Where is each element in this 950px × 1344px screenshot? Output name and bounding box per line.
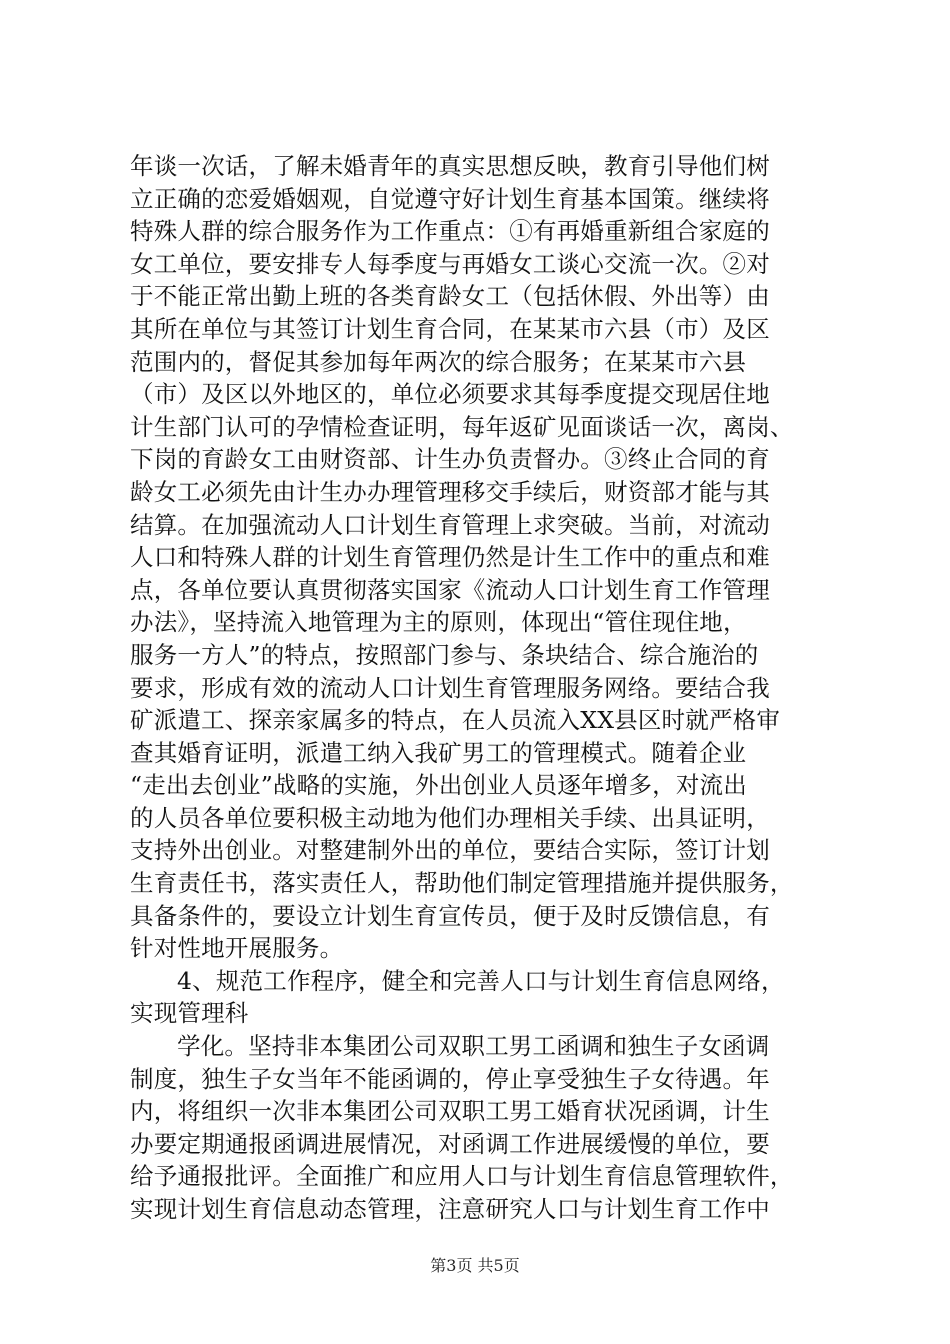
page-number: 第3页 共5页 bbox=[430, 1256, 520, 1275]
body-line: 点，各单位要认真贯彻落实国家《流动人口计划生育工作管理 bbox=[130, 575, 770, 604]
section-heading-line: 4、规范工作程序，健全和完善人口与计划生育信息网络， bbox=[177, 966, 785, 995]
body-line: 学化。坚持非本集团公司双职工男工函调和独生子女函调 bbox=[177, 1032, 770, 1061]
body-line: 办要定期通报函调进展情况，对函调工作进展缓慢的单位，要 bbox=[130, 1129, 770, 1158]
body-line: 查其婚育证明，派遣工纳入我矿男工的管理模式。随着企业 bbox=[130, 738, 747, 767]
body-line: 内，将组织一次非本集团公司双职工男工婚育状况函调，计生 bbox=[130, 1097, 770, 1126]
body-line: 下岗的育龄女工由财资部、计生办负责督办。③终止合同的育 bbox=[130, 445, 770, 474]
body-line: 办法》，坚持流入地管理为主的原则，体现出“管住现住地， bbox=[130, 608, 747, 637]
body-line: 年谈一次话，了解未婚青年的真实思想反映，教育引导他们树 bbox=[130, 152, 770, 180]
body-line: 支持外出创业。对整建制外出的单位，要结合实际，签订计划 bbox=[130, 836, 770, 865]
body-line: 于不能正常出勤上班的各类育龄女工（包括休假、外出等）由 bbox=[130, 282, 770, 311]
body-line: 制度，独生子女当年不能函调的，停止享受独生子女待遇。年 bbox=[130, 1064, 770, 1093]
body-line: 服务一方人”的特点，按照部门参与、条块结合、综合施治的 bbox=[130, 640, 759, 669]
body-line: 给予通报批评。全面推广和应用人口与计划生育信息管理软件， bbox=[130, 1162, 794, 1191]
document-body bbox=[130, 150, 835, 1226]
body-line: 实现计划生育信息动态管理，注意研究人口与计划生育工作中 bbox=[130, 1195, 770, 1223]
body-line: 要求，形成有效的流动人口计划生育管理服务网络。要结合我 bbox=[130, 673, 770, 702]
body-line: “走出去创业”战略的实施，外出创业人员逐年增多，对流出 bbox=[130, 771, 747, 800]
body-line: 针对性地开展服务。 bbox=[130, 934, 344, 963]
body-line: 计生部门认可的孕情检查证明，每年返矿见面谈话一次，离岗、 bbox=[130, 412, 794, 441]
body-line: 女工单位，要安排专人每季度与再婚女工谈心交流一次。②对 bbox=[130, 249, 770, 278]
body-line: 特殊人群的综合服务作为工作重点：①有再婚重新组合家庭的 bbox=[130, 217, 770, 246]
section-heading-line: 实现管理科 bbox=[130, 999, 249, 1028]
body-line: 龄女工必须先由计生办办理管理移交手续后，财资部才能与其 bbox=[130, 477, 770, 506]
body-line: 其所在单位与其签订计划生育合同，在某某市六县（市）及区 bbox=[130, 314, 770, 343]
body-line: 具备条件的，要设立计划生育宣传员，便于及时反馈信息，有 bbox=[130, 901, 770, 930]
body-line: 立正确的恋爱婚姻观，自觉遵守好计划生育基本国策。继续将 bbox=[130, 184, 770, 213]
body-line: 结算。在加强流动人口计划生育管理上求突破。当前，对流动 bbox=[130, 510, 770, 539]
body-line: （市）及区以外地区的，单位必须要求其每季度提交现居住地 bbox=[130, 380, 770, 409]
body-line: 人口和特殊人群的计划生育管理仍然是计生工作中的重点和难 bbox=[130, 543, 770, 572]
body-line: 范围内的，督促其参加每年两次的综合服务；在某某市六县 bbox=[130, 347, 747, 376]
body-line: 的人员各单位要积极主动地为他们办理相关手续、出具证明， bbox=[130, 803, 770, 832]
body-line: 矿派遣工、探亲家属多的特点，在人员流入XX县区时就严格审 bbox=[130, 706, 781, 735]
body-line: 生育责任书，落实责任人，帮助他们制定管理措施并提供服务， bbox=[130, 869, 794, 898]
